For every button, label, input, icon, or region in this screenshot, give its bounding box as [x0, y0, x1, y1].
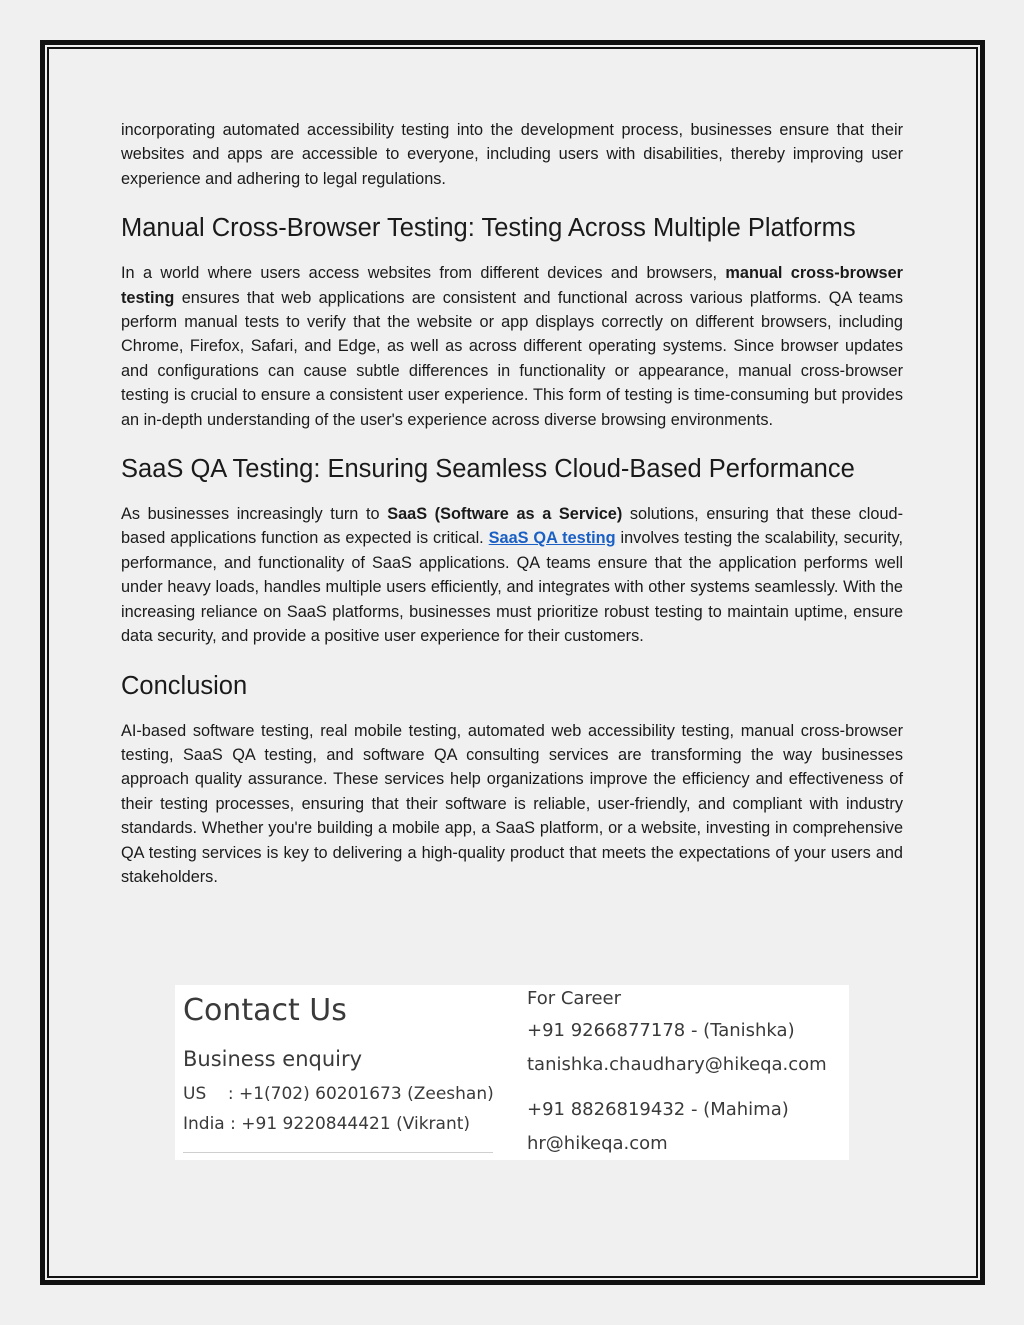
manual-testing-heading: Manual Cross-Browser Testing: Testing Across Multiple Platforms	[121, 214, 856, 243]
us-contact-line: US : +1(702) 60201673 (Zeeshan)	[183, 1084, 494, 1104]
tanishka-email: tanishka.chaudhary@hikeqa.com	[527, 1054, 827, 1075]
saas-text-rest: involves testing the scalability, security, performance, and functionality of SaaS applications. QA teams ensure that the application performs well under heavy loads, handles multiple users efficiently, and integrates with other systems seamlessly. With the increasing reliance on SaaS platforms, businesses must prioritize robust testing to maintain uptime, ensure data security, and provide a positive user experience for their customers.	[121, 529, 903, 646]
saas-text-start: As businesses increasingly turn to	[121, 505, 388, 524]
intro-paragraph: incorporating automated accessibility testing into the development process, businesses ensure that their websites and apps are accessible to everyone, including users with disabilities, thereby improving user experience and adhering to legal regulations.	[121, 121, 903, 188]
manual-bold-term: manual cross-browser testing	[121, 264, 903, 307]
manual-testing-paragraph	[121, 261, 903, 432]
india-contact-line: India : +91 9220844421 (Vikrant)	[183, 1114, 471, 1134]
saas-testing-paragraph	[121, 502, 903, 648]
saas-qa-testing-link[interactable]: SaaS QA testing	[488, 529, 616, 548]
conclusion-paragraph: AI-based software testing, real mobile testing, automated web accessibility testing, manual cross-browser testing, SaaS QA testing, and software QA consulting services are transforming the way businesses approach quality assurance. These services help organizations improve the efficiency and effectiveness of their testing processes, ensuring that their software is reliable, user-friendly, and compliant with industry standards. Whether you're building a mobile app, a SaaS platform, or a website, investing in comprehensive QA testing services is key to delivering a high-quality product that meets the expectations of your users and stakeholders.	[121, 721, 903, 886]
manual-text-start: In a world where users access websites from different devices and browsers,	[121, 264, 726, 283]
document-body	[121, 118, 903, 889]
hr-email: hr@hikeqa.com	[527, 1133, 668, 1154]
tanishka-phone: +91 9266877178 - (Tanishka)	[527, 1020, 795, 1041]
conclusion-heading: Conclusion	[121, 671, 248, 700]
career-label: For Career	[527, 988, 621, 1009]
contact-divider	[183, 1152, 493, 1153]
contact-card	[175, 985, 849, 1160]
saas-text-mid: solutions, ensuring that these cloud-based applications function as expected is critical.	[121, 505, 903, 548]
manual-text-rest: ensures that web applications are consistent and functional across various platforms. QA teams perform manual tests to verify that the website or app displays correctly on different browsers, including Chrome, Firefox, Safari, and Edge, as well as across different operating systems. Since browser updates and configurations can cause subtle differences in functionality or appearance, manual cross-browser testing is crucial to ensure a consistent user experience. This form of testing is time-consuming but provides an in-depth understanding of the user's experience across diverse browsing environments.	[121, 288, 903, 429]
saas-bold-term: SaaS (Software as a Service)	[387, 505, 623, 524]
business-enquiry-label: Business enquiry	[183, 1047, 363, 1071]
mahima-phone: +91 8826819432 - (Mahima)	[527, 1099, 789, 1120]
saas-testing-heading: SaaS QA Testing: Ensuring Seamless Cloud-Based Performance	[121, 455, 855, 484]
contact-title: Contact Us	[183, 993, 347, 1028]
